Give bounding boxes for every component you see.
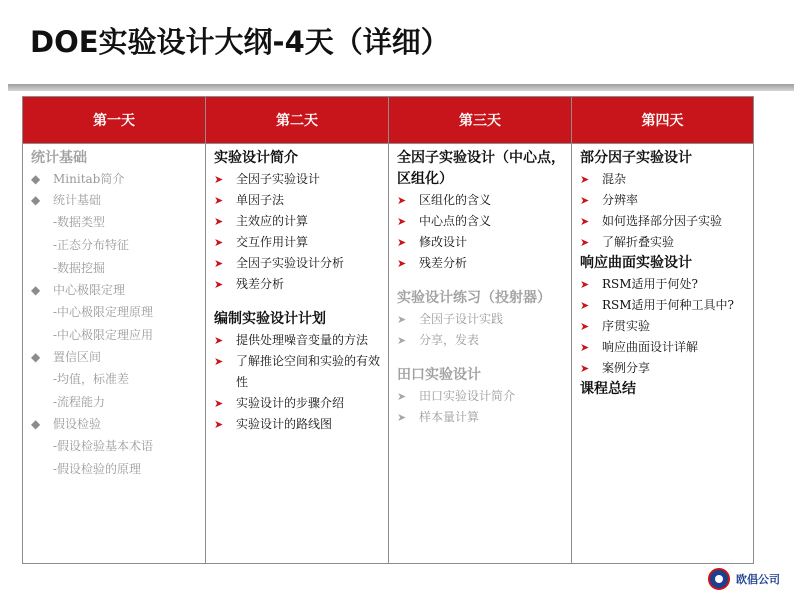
bullet-text: 序贯实验: [602, 319, 651, 333]
day-header: 第四天: [572, 97, 753, 144]
bullet-text: 了解折叠实验: [602, 235, 675, 249]
bullet-text: 如何选择部分因子实验: [602, 214, 723, 228]
bullet-text: 提供处理噪音变量的方法: [236, 333, 369, 347]
bullet-item: [31, 347, 199, 368]
day-header: 第三天: [389, 97, 571, 144]
arrow-bullet-icon: ➤: [214, 173, 224, 186]
bullet-text: 交互作用计算: [236, 235, 309, 249]
spacer: [397, 351, 565, 365]
bullet-text: 混杂: [602, 172, 627, 186]
bullet-text: RSM适用于何处?: [602, 277, 698, 291]
section-heading: 响应曲面实验设计: [580, 255, 692, 271]
section-heading: 统计基础: [31, 150, 87, 166]
bullet-item: [580, 274, 747, 295]
bullet-item: [580, 337, 747, 358]
bullet-text: 中心极限定理: [53, 283, 126, 297]
bullet-text: 中心点的含义: [419, 214, 492, 228]
bullet-text: 修改设计: [419, 235, 468, 249]
bullet-text: 全因子设计实践: [419, 312, 504, 326]
bullet-item: [580, 295, 747, 316]
bullet-text: 田口实验设计简介: [419, 389, 516, 403]
bullet-item: [31, 169, 199, 190]
bullet-text: 单因子法: [236, 193, 285, 207]
course-outline-table: [22, 96, 754, 564]
section-heading: 课程总结: [580, 381, 636, 397]
arrow-bullet-icon: ➤: [397, 334, 407, 347]
bullet-text: 分享，发表: [419, 333, 480, 347]
arrow-bullet-icon: ➤: [580, 299, 590, 312]
arrow-bullet-icon: ➤: [580, 215, 590, 228]
arrow-bullet-icon: ➤: [580, 236, 590, 249]
bullet-item: [397, 232, 565, 253]
bullet-text: 假设检验: [53, 417, 102, 431]
day-header: 第二天: [206, 97, 388, 144]
bullet-item: [214, 232, 382, 253]
section-heading: 实验设计练习（投射器）: [397, 290, 551, 306]
arrow-bullet-icon: ➤: [214, 355, 224, 368]
day-content: [23, 144, 205, 481]
arrow-bullet-icon: ➤: [214, 397, 224, 410]
bullet-text: 响应曲面设计详解: [602, 340, 699, 354]
bullet-text: 全因子实验设计: [236, 172, 321, 186]
arrow-bullet-icon: ➤: [214, 418, 224, 431]
arrow-bullet-icon: ➤: [580, 341, 590, 354]
section-heading: 田口实验设计: [397, 367, 481, 383]
spacer: [214, 295, 382, 309]
diamond-bullet-icon: ◆: [31, 283, 41, 297]
day-column-1: [23, 97, 206, 563]
bullet-item: [397, 190, 565, 211]
sub-item: -正态分布特征: [53, 238, 130, 252]
bullet-text: 残差分析: [236, 277, 285, 291]
arrow-bullet-icon: ➤: [214, 257, 224, 270]
bullet-item: [580, 211, 747, 232]
logo-icon: [708, 568, 730, 590]
bullet-text: 样本量计算: [419, 410, 480, 424]
bullet-item: [580, 232, 747, 253]
section-heading: 部分因子实验设计: [580, 150, 692, 166]
arrow-bullet-icon: ➤: [580, 320, 590, 333]
section-heading: 全因子实验设计（中心点，区组化）: [397, 150, 565, 187]
bullet-text: 实验设计的路线图: [236, 417, 333, 431]
bullet-item: [214, 393, 382, 414]
slide-title: DOE实验设计大纲-4天（详细）: [30, 25, 450, 59]
bullet-item: [580, 358, 747, 379]
arrow-bullet-icon: ➤: [214, 215, 224, 228]
arrow-bullet-icon: ➤: [397, 257, 407, 270]
bullet-item: [397, 330, 565, 351]
company-name: 欧倡公司: [736, 573, 780, 586]
sub-item: -均值，标准差: [53, 372, 130, 386]
bullet-item: [397, 386, 565, 407]
arrow-bullet-icon: ➤: [397, 390, 407, 403]
title-divider: [8, 84, 794, 91]
sub-item: -数据类型: [53, 215, 106, 229]
bullet-item: [214, 351, 382, 393]
arrow-bullet-icon: ➤: [397, 236, 407, 249]
bullet-item: [397, 309, 565, 330]
section-heading: 编制实验设计计划: [214, 311, 326, 327]
bullet-text: 统计基础: [53, 193, 102, 207]
bullet-item: [580, 169, 747, 190]
bullet-text: 分辨率: [602, 193, 639, 207]
section-heading: 实验设计简介: [214, 150, 298, 166]
bullet-text: 实验设计的步骤介绍: [236, 396, 345, 410]
bullet-item: [580, 316, 747, 337]
arrow-bullet-icon: ➤: [214, 278, 224, 291]
arrow-bullet-icon: ➤: [580, 194, 590, 207]
bullet-item: [214, 330, 382, 351]
arrow-bullet-icon: ➤: [580, 278, 590, 291]
bullet-item: [214, 211, 382, 232]
bullet-item: [214, 414, 382, 435]
day-content: [389, 144, 571, 428]
bullet-text: 置信区间: [53, 350, 102, 364]
sub-item: -假设检验的原理: [53, 462, 142, 476]
bullet-text: RSM适用于何种工具中?: [602, 298, 734, 312]
day-column-2: [206, 97, 389, 563]
day-content: [572, 144, 753, 400]
bullet-item: [214, 274, 382, 295]
bullet-item: [31, 190, 199, 211]
day-column-4: [572, 97, 753, 563]
arrow-bullet-icon: ➤: [214, 236, 224, 249]
arrow-bullet-icon: ➤: [214, 194, 224, 207]
diamond-bullet-icon: ◆: [31, 350, 41, 364]
arrow-bullet-icon: ➤: [214, 334, 224, 347]
diamond-bullet-icon: ◆: [31, 417, 41, 431]
bullet-text: 全因子实验设计分析: [236, 256, 345, 270]
sub-item: -中心极限定理应用: [53, 328, 154, 342]
bullet-item: [214, 169, 382, 190]
diamond-bullet-icon: ◆: [31, 193, 41, 207]
bullet-text: 主效应的计算: [236, 214, 309, 228]
bullet-text: 了解推论空间和实验的有效性: [236, 354, 381, 389]
bullet-text: 残差分析: [419, 256, 468, 270]
arrow-bullet-icon: ➤: [397, 215, 407, 228]
sub-item: -假设检验基本术语: [53, 439, 154, 453]
arrow-bullet-icon: ➤: [580, 173, 590, 186]
arrow-bullet-icon: ➤: [397, 411, 407, 424]
bullet-item: [214, 190, 382, 211]
diamond-bullet-icon: ◆: [31, 172, 41, 186]
arrow-bullet-icon: ➤: [397, 313, 407, 326]
bullet-text: Minitab简介: [53, 172, 125, 186]
bullet-item: [397, 407, 565, 428]
bullet-item: [214, 253, 382, 274]
bullet-item: [31, 280, 199, 301]
day-column-3: [389, 97, 572, 563]
bullet-item: [397, 253, 565, 274]
bullet-text: 案例分享: [602, 361, 651, 375]
company-logo: [708, 567, 788, 591]
bullet-item: [31, 414, 199, 435]
sub-item: -流程能力: [53, 395, 106, 409]
bullet-item: [580, 190, 747, 211]
bullet-item: [397, 211, 565, 232]
bullet-text: 区组化的含义: [419, 193, 492, 207]
sub-item: -中心极限定理原理: [53, 305, 154, 319]
arrow-bullet-icon: ➤: [580, 362, 590, 375]
arrow-bullet-icon: ➤: [397, 194, 407, 207]
day-header: 第一天: [23, 97, 205, 144]
sub-item: -数据挖掘: [53, 261, 106, 275]
spacer: [397, 274, 565, 288]
day-content: [206, 144, 388, 435]
